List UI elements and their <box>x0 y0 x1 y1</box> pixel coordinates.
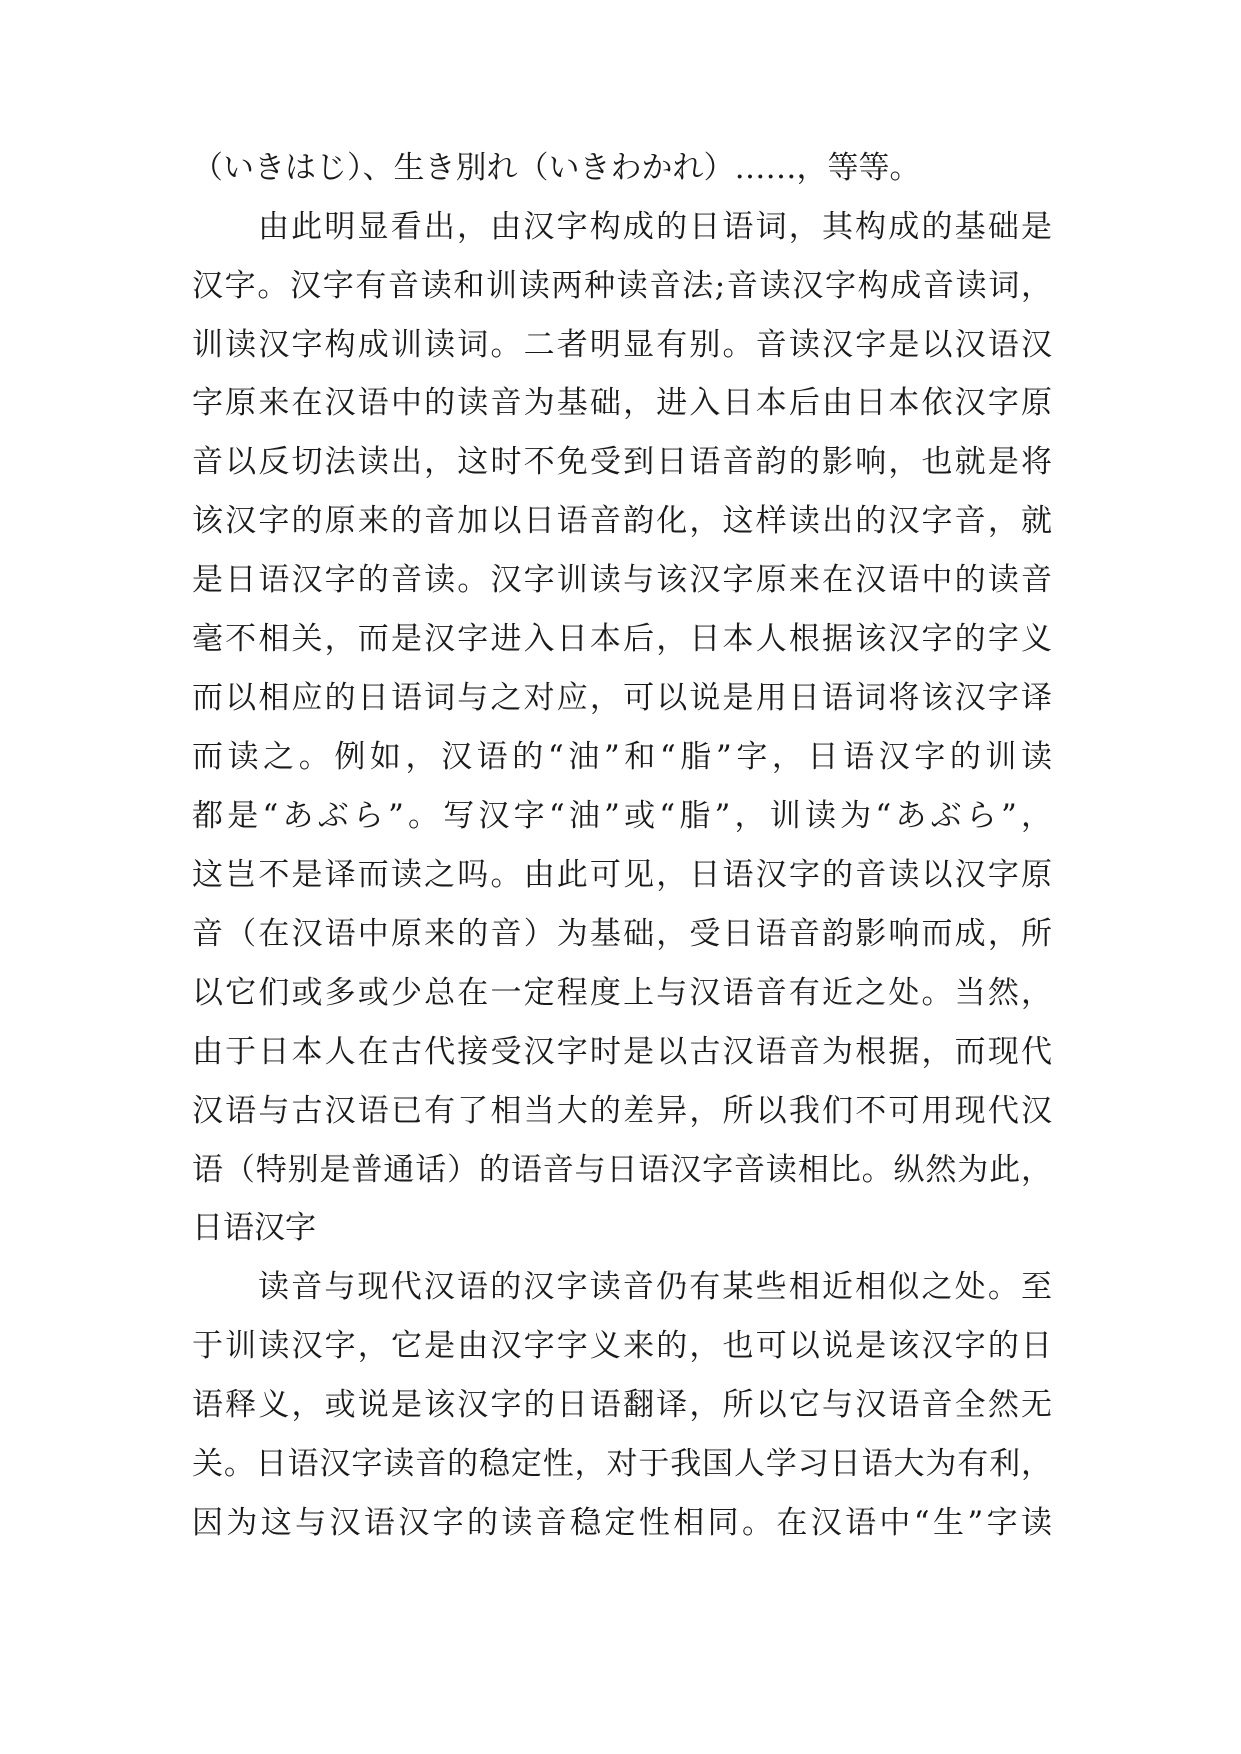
text-line: 是日语汉字的音读。汉字训读与该汉字原来在汉语中的读音 <box>192 562 1052 598</box>
text-line: 而读之。例如，汉语的“油”和“脂”字，日语汉字的训读 <box>192 739 1052 775</box>
text-line: 而以相应的日语词与之对应，可以说是用日语词将该汉字译 <box>192 680 1052 716</box>
text-line: 都是“あぶら”。写汉字“油”或“脂”，训读为“あぶら”， <box>192 798 1052 834</box>
text-line: （いきはじ）、生き別れ（いきわかれ）……，等等。 <box>192 150 921 186</box>
text-line: 这岂不是译而读之吗。由此可见，日语汉字的音读以汉字原 <box>192 857 1052 893</box>
text-line: 由于日本人在古代接受汉字时是以古汉语音为根据，而现代 <box>192 1034 1052 1070</box>
text-line: 以它们或多或少总在一定程度上与汉语音有近之处。当然， <box>192 975 1052 1011</box>
text-line: 由此明显看出，由汉字构成的日语词，其构成的基础是 <box>258 209 1052 245</box>
text-line: 字原来在汉语中的读音为基础，进入日本后由日本依汉字原 <box>192 385 1052 421</box>
text-line: 该汉字的原来的音加以日语音韵化，这样读出的汉字音，就 <box>192 503 1052 539</box>
text-line: 日语汉字 <box>192 1210 316 1246</box>
text-line: 训读汉字构成训读词。二者明显有别。音读汉字是以汉语汉 <box>192 327 1052 363</box>
text-line: 汉字。汉字有音读和训读两种读音法;音读汉字构成音读词， <box>192 268 1052 304</box>
text-line: 音（在汉语中原来的音）为基础，受日语音韵影响而成，所 <box>192 916 1052 952</box>
text-line: 语释义，或说是该汉字的日语翻译，所以它与汉语音全然无 <box>192 1387 1052 1423</box>
text-line: 语（特别是普通话）的语音与日语汉字音读相比。纵然为此， <box>192 1152 1052 1188</box>
text-line: 于训读汉字，它是由汉字字义来的，也可以说是该汉字的日 <box>192 1328 1052 1364</box>
text-line: 读音与现代汉语的汉字读音仍有某些相近相似之处。至 <box>258 1269 1052 1305</box>
text-line: 汉语与古汉语已有了相当大的差异，所以我们不可用现代汉 <box>192 1093 1052 1129</box>
text-line: 关。日语汉字读音的稳定性，对于我国人学习日语大为有利， <box>192 1446 1052 1482</box>
text-line: 音以反切法读出，这时不免受到日语音韵的影响，也就是将 <box>192 444 1052 480</box>
text-line: 因为这与汉语汉字的读音稳定性相同。在汉语中“生”字读 <box>192 1505 1052 1541</box>
text-line: 毫不相关，而是汉字进入日本后，日本人根据该汉字的字义 <box>192 621 1052 657</box>
